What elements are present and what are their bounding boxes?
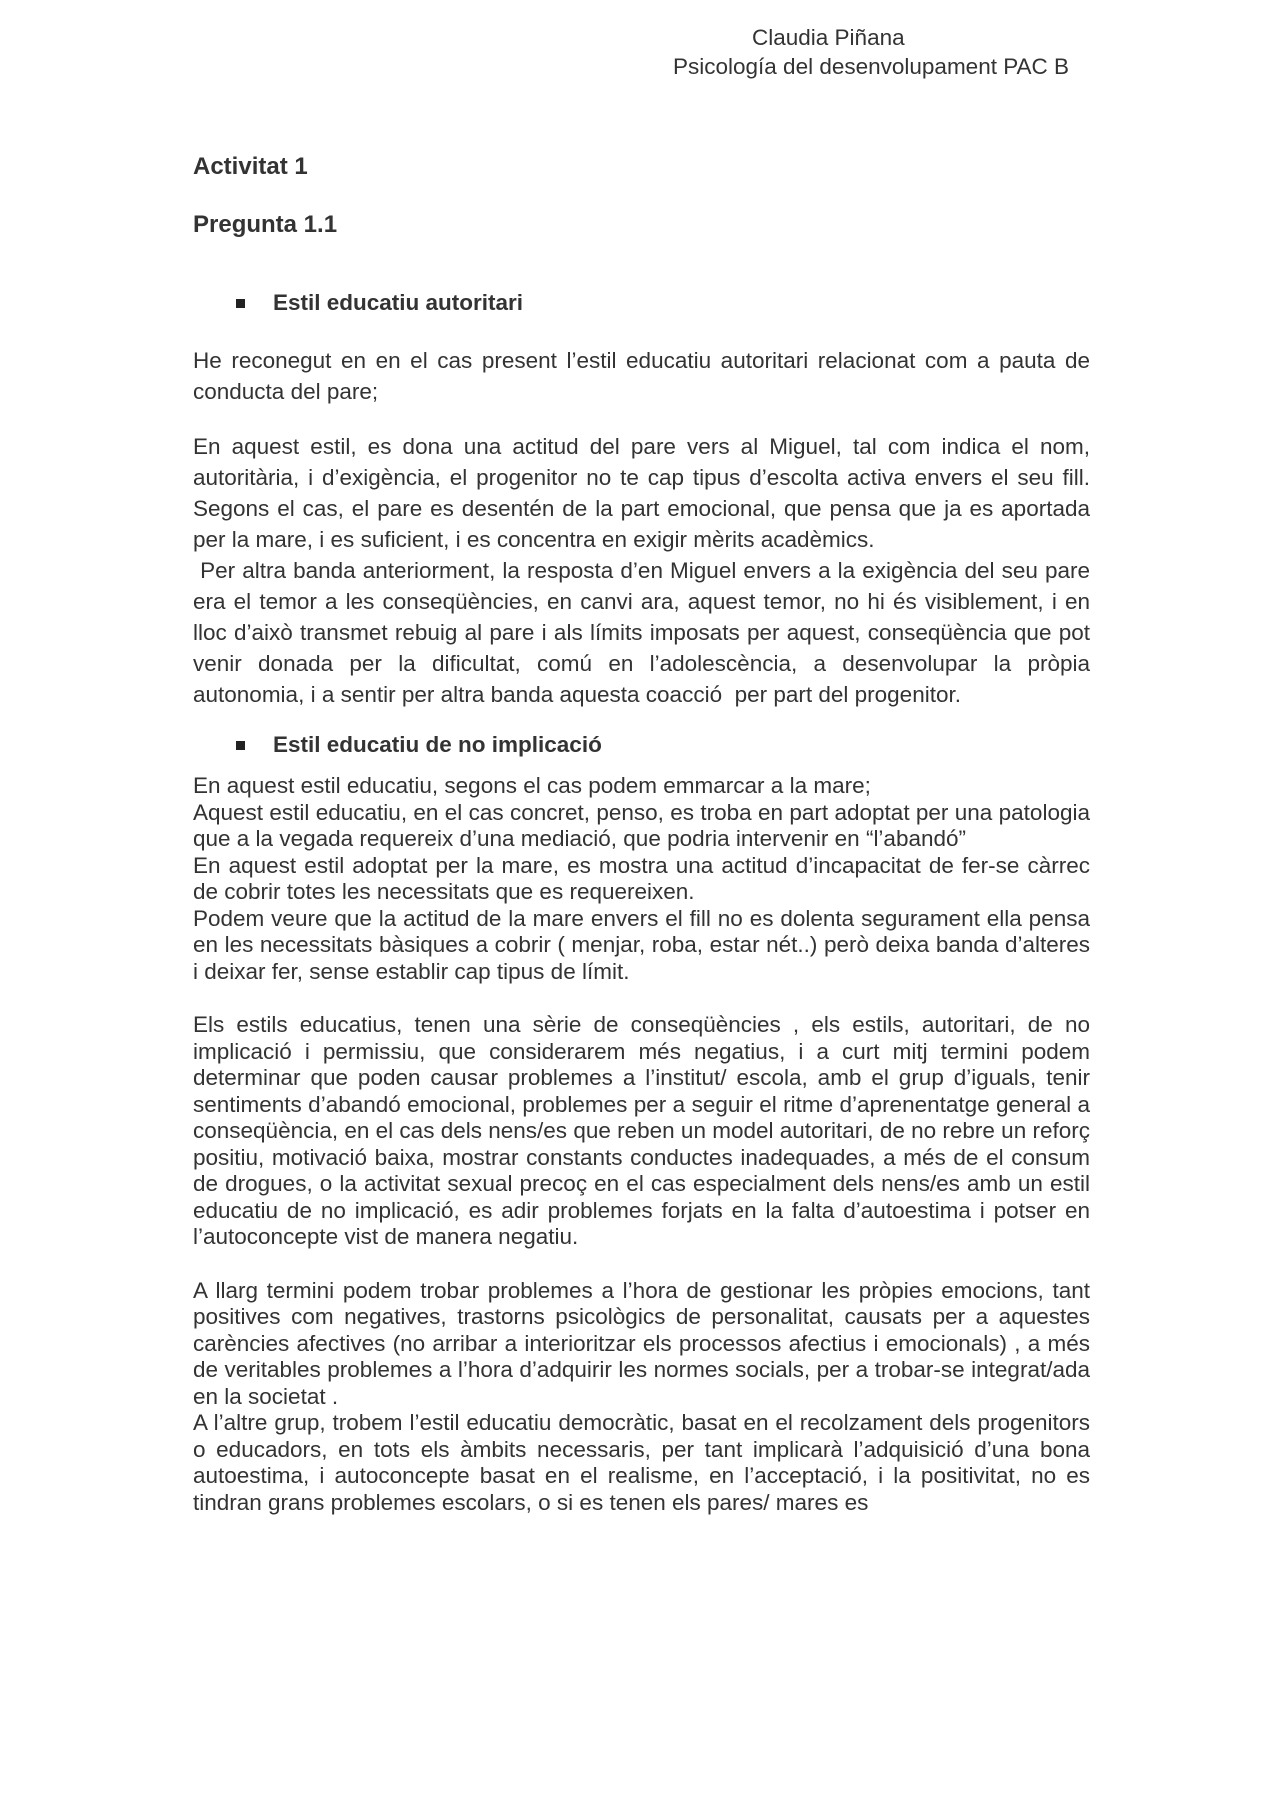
paragraph-non-involvement-3: En aquest estil adoptat per la mare, es mostra una actitud d’incapacitat de fer-se càrrec de cobrir totes les necessitats que es requereixen. bbox=[193, 852, 1090, 904]
course-title: Psicología del desenvolupament PAC B bbox=[673, 54, 1070, 79]
paragraph-non-involvement-4: Podem veure que la actitud de la mare envers el fill no es dolenta segurament ella pensa en les necessitats bàsiques a cobrir ( menjar, roba, estar nét..) però deixa banda d’alteres i deixar fer, sense establir cap tipus de límit. bbox=[193, 905, 1090, 984]
question-title: Pregunta 1.1 bbox=[193, 211, 338, 238]
paragraph-non-involvement-2: Aquest estil educatiu, en el cas concret, penso, es troba en part adoptat per una patologia que a la vegada requereix d’una mediació, que podria intervenir en “l’abandó” bbox=[193, 799, 1090, 851]
square-bullet-icon bbox=[236, 741, 245, 750]
square-bullet-icon bbox=[236, 299, 245, 308]
document-body bbox=[193, 152, 1097, 1516]
author-name: Claudia Piñana bbox=[752, 25, 905, 50]
paragraph-democratic: A l’altre grup, trobem l’estil educatiu democràtic, basat en el recolzament dels progenitors o educadors, en tots els àmbits necessaris, per tant implicarà l’adquisició d’una bona autoestima, i autoconcepte basat en el realisme, en l’acceptació, i la positivitat, no es tindran grans problemes escolars, o si es tenen els pares/ mares es bbox=[193, 1410, 1090, 1515]
bullet-label: Estil educatiu autoritari bbox=[273, 290, 524, 315]
bullet-label: Estil educatiu de no implicació bbox=[273, 732, 602, 757]
bullet-authoritarian bbox=[193, 289, 1090, 317]
paragraph-long-term: A llarg termini podem trobar problemes a l’hora de gestionar les pròpies emocions, tant positives com negatives, trastorns psicològics de personalitat, causats per a aquestes carències afectives (no arribar a interioritzar els processos afectius i emocionals) , a més de veritables problemes a l’hora d’adquirir les normes socials, per a trobar-se integrat/ada en la societat . bbox=[193, 1277, 1090, 1409]
paragraph-consequences: Els estils educatius, tenen una sèrie de conseqüències , els estils, autoritari, de no implicació i permissiu, que considerarem més negatius, i a curt mitj termini podem determinar que poden causar problemes a l’institut/ escola, amb el grup d’iguals, tenir sentiments d’abandó emocional, problemes per a seguir el ritme d’aprenentatge general a conseqüència, en el cas dels nens/es que reben un model autoritari, de no rebre un reforç positiu, motivació baixa, mostrar constants conductes inadequades, a més de el consum de drogues, o la activitat sexual precoç en el cas especialment dels nens/es amb un estil educatiu de no implicació, es adir problemes forjats en la falta d’autoestima i potser en l’autoconcepte vist de manera negatiu. bbox=[193, 1012, 1090, 1249]
paragraph-authoritarian-1: En aquest estil, es dona una actitud del pare vers al Miguel, tal com indica el nom, autoritària, i d’exigència, el progenitor no te cap tipus d’escolta activa envers el seu fill. Segons el cas, el pare es desentén de la part emocional, que pensa que ja es aportada per la mare, i es suficient, i es concentra en exigir mèrits acadèmics. bbox=[193, 434, 1090, 552]
activity-title: Activitat 1 bbox=[193, 153, 308, 180]
paragraph-intro: He reconegut en en el cas present l’estil educatiu autoritari relacionat com a pauta de conducta del pare; bbox=[193, 348, 1090, 404]
bullet-non-involvement bbox=[193, 731, 1090, 759]
paragraph-authoritarian-2: Per altra banda anteriorment, la resposta d’en Miguel envers a la exigència del seu pare era el temor a les conseqüències, en canvi ara, aquest temor, no hi és visiblement, i en lloc d’això transmet rebuig al pare i als límits imposats per aquest, conseqüència que pot venir donada per la dificultat, comú en l’adolescència, a desenvolupar la pròpia autonomia, i a sentir per altra banda aquesta coacció per part del progenitor. bbox=[193, 558, 1097, 707]
paragraph-non-involvement-1: En aquest estil educatiu, segons el cas podem emmarcar a la mare; bbox=[193, 773, 871, 798]
